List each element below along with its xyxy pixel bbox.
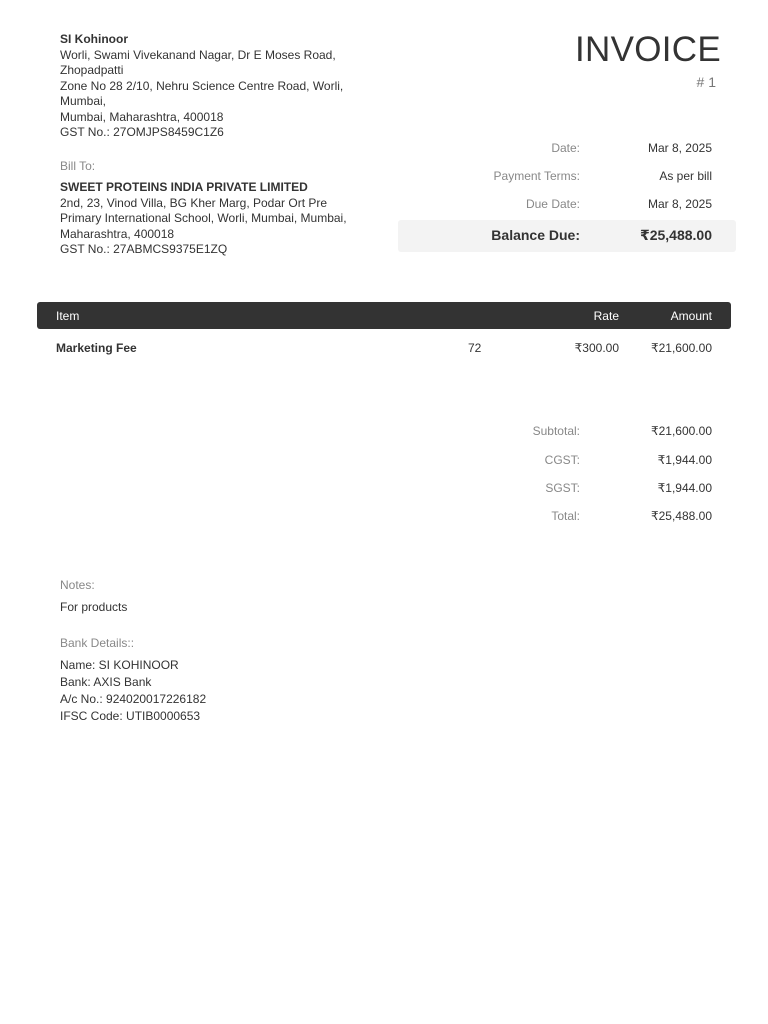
bank-line: IFSC Code: UTIB0000653 [60, 709, 201, 723]
subtotal-label: Subtotal: [532, 424, 580, 438]
header-rate: Rate [593, 309, 619, 323]
invoice-number: # 1 [696, 74, 716, 90]
sender-address-line: Worli, Swami Vivekanand Nagar, Dr E Moses Road, [60, 47, 336, 62]
bank-line: Name: SI KOHINOOR [60, 658, 179, 672]
balance-due-value: ₹25,488.00 [639, 227, 712, 243]
total-label: Total: [551, 509, 580, 523]
notes-value: For products [60, 600, 128, 614]
sender-address-line: Zhopadpatti [60, 63, 124, 77]
items-table-header [37, 302, 731, 329]
sender-address-line: Mumbai, Maharashtra, 400018 [60, 109, 224, 124]
bill-to-gst: GST No.: 27ABMCS9375E1ZQ [60, 242, 228, 256]
bill-to-block [60, 180, 360, 258]
due-date-value: Mar 8, 2025 [647, 197, 712, 211]
invoice-title: INVOICE [574, 30, 721, 69]
bill-to-address-line: Primary International School, Worli, Mumbai, Mumbai, [60, 211, 347, 225]
sgst-value: ₹1,944.00 [657, 481, 712, 495]
bank-line: A/c No.: 924020017226182 [60, 692, 207, 706]
bill-to-address-line: Maharashtra, 400018 [60, 226, 175, 241]
row-rate: ₹300.00 [574, 341, 619, 355]
sender-gst: GST No.: 27OMJPS8459C1Z6 [60, 125, 224, 139]
bill-to-label: Bill To: [60, 159, 96, 173]
cgst-value: ₹1,944.00 [657, 453, 712, 467]
cgst-label: CGST: [544, 453, 580, 467]
bank-details-label: Bank Details:: [60, 636, 135, 650]
row-quantity: 72 [468, 341, 482, 355]
balance-due-label: Balance Due: [491, 227, 580, 243]
date-label: Date: [551, 141, 580, 155]
due-date-label: Due Date: [525, 197, 580, 211]
sender-address-line: Mumbai, [60, 94, 107, 108]
row-amount: ₹21,600.00 [650, 341, 712, 355]
sender-name: SI Kohinoor [60, 32, 128, 46]
subtotal-value: ₹21,600.00 [650, 424, 712, 438]
header-amount: Amount [670, 309, 712, 323]
bill-to-name: SWEET PROTEINS INDIA PRIVATE LIMITED [60, 180, 308, 194]
bank-line: Bank: AXIS Bank [60, 675, 152, 689]
bank-details-block [60, 657, 206, 725]
total-value: ₹25,488.00 [650, 509, 712, 523]
bill-to-address-line: 2nd, 23, Vinod Villa, BG Kher Marg, Podar Ort Pre [60, 195, 328, 210]
sender-address-line: Zone No 28 2/10, Nehru Science Centre Road, Worli, [60, 78, 344, 93]
notes-label: Notes: [60, 578, 95, 592]
payment-terms-value: As per bill [659, 169, 712, 183]
payment-terms-label: Payment Terms: [493, 169, 580, 183]
sgst-label: SGST: [545, 481, 580, 495]
sender-block [60, 32, 360, 141]
date-value: Mar 8, 2025 [647, 141, 712, 155]
header-item: Item [56, 309, 80, 323]
row-item: Marketing Fee [56, 341, 137, 355]
